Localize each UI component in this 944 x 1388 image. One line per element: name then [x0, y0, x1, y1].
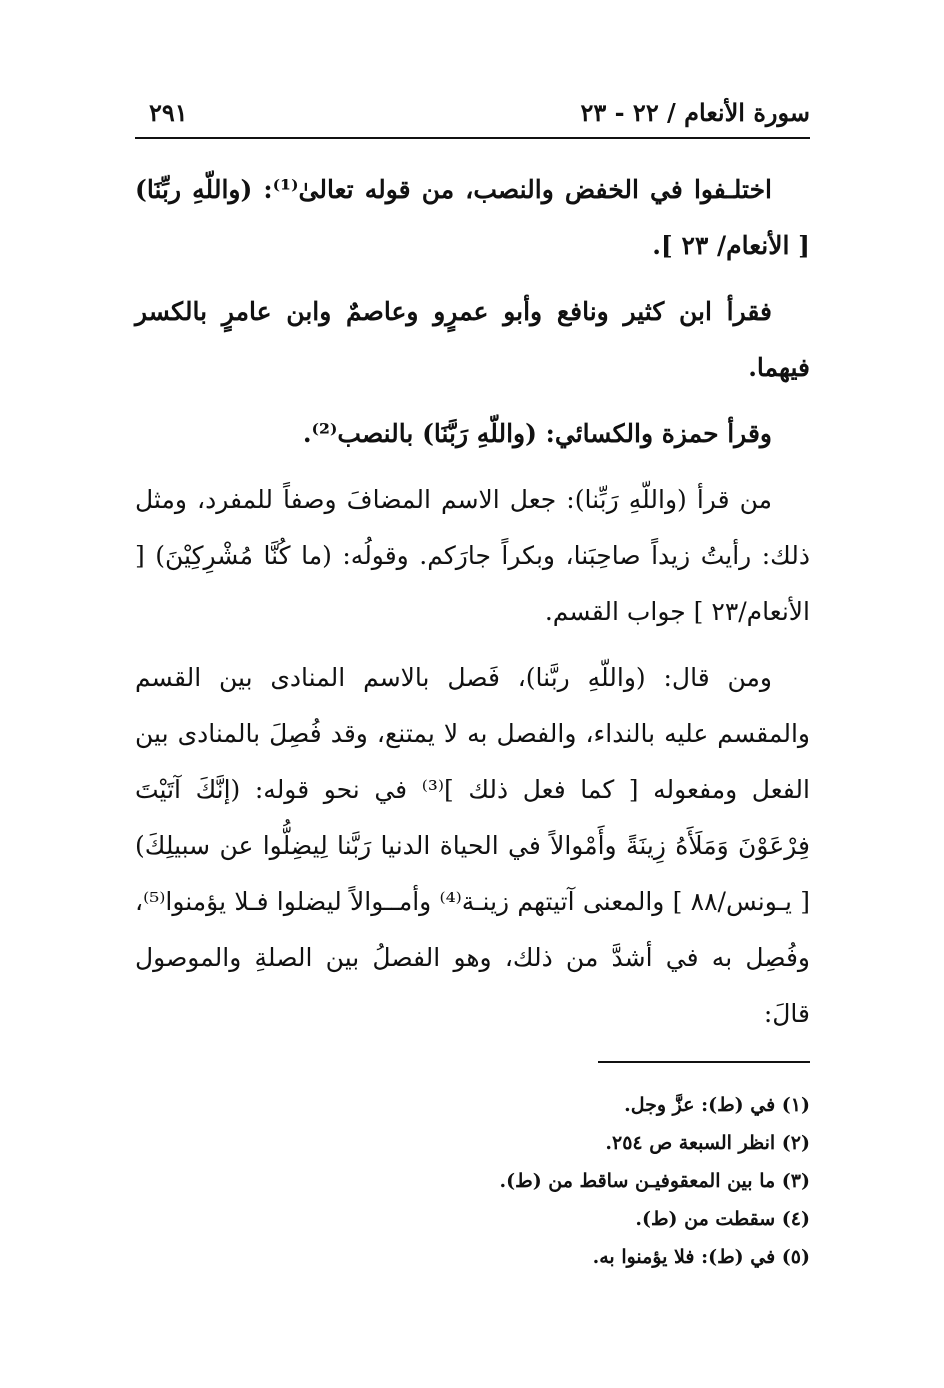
footnote-2: (٢) انظر السبعة ص ٢٥٤.	[605, 1132, 810, 1154]
footnotes	[135, 1086, 810, 1276]
footnote-3: (٣) ما بين المعقوفيـن ساقط من (ط).	[499, 1170, 810, 1192]
footnote-5: (٥) في (ط): فلا يؤمنوا به.	[592, 1246, 810, 1268]
paragraph-4: من قرأ (واللّهِ رَبِّنا): جعل الاسم المضافَ وصفاً للمفرد، ومثل ذلك: رأيتُ زيداً صاحِبَنا، وبكراً جارَكم. وقولُه: (ما كُنَّا مُشْرِكِيْنَ) [ الأنعام/٢٣ ] جواب القسم.	[135, 485, 810, 626]
page-header	[135, 98, 810, 138]
paragraph-1: اختلـفوا في الخفض والنصب، من قوله تعالىٰ⁽¹⁾: (واللّهِ ربِّنَا) [ الأنعام/ ٢٣ ].	[135, 175, 810, 260]
footnote-divider	[598, 1061, 810, 1063]
paragraph-5: ومن قال: (واللّهِ ربَّنا)، فَصل بالاسم المنادى بين القسم والمقسم عليه بالنداء، والفصل به لا يمتنع، وقد فُصِلَ بالمنادى بين الفعل ومفعوله [ كما فعل ذلك ]⁽³⁾ في نحو قوله: (إنَّكَ آتَيْتَ فِرْعَوْنَ وَمَلَأَهُ زِينَةً وأَمْوالاً في الحياة الدنيا رَبَّنا لِيضِلُّوا عن سبيلِكَ) [ يـونس/٨٨ ] والمعنى آتيتهم زينـة⁽⁴⁾ وأمــوالاً ليضلوا فـلا يؤمنوا⁽⁵⁾، وفُصِل به في أشدَّ من ذلك، وهو الفصلُ بين الصلةِ والموصول قالَ:	[135, 663, 810, 1028]
paragraph-2: فقرأ ابن كثير ونافع وأبو عمرٍو وعاصمٌ وابن عامرٍ بالكسر فيهما.	[135, 297, 810, 382]
header-divider	[135, 137, 810, 139]
footnote-1: (١) في (ط): عزَّ وجل.	[624, 1094, 810, 1116]
footnote-4: (٤) سقطت من (ط).	[635, 1208, 810, 1230]
paragraph-3: وقرأ حمزة والكسائي: (واللّهِ رَبَّنَا) بالنصب⁽²⁾.	[302, 419, 772, 448]
main-text	[135, 162, 810, 1052]
page-number: ٢٩١	[149, 98, 188, 127]
book-page	[135, 0, 810, 1388]
running-title: سورة الأنعام / ٢٢ - ٢٣	[580, 98, 810, 127]
